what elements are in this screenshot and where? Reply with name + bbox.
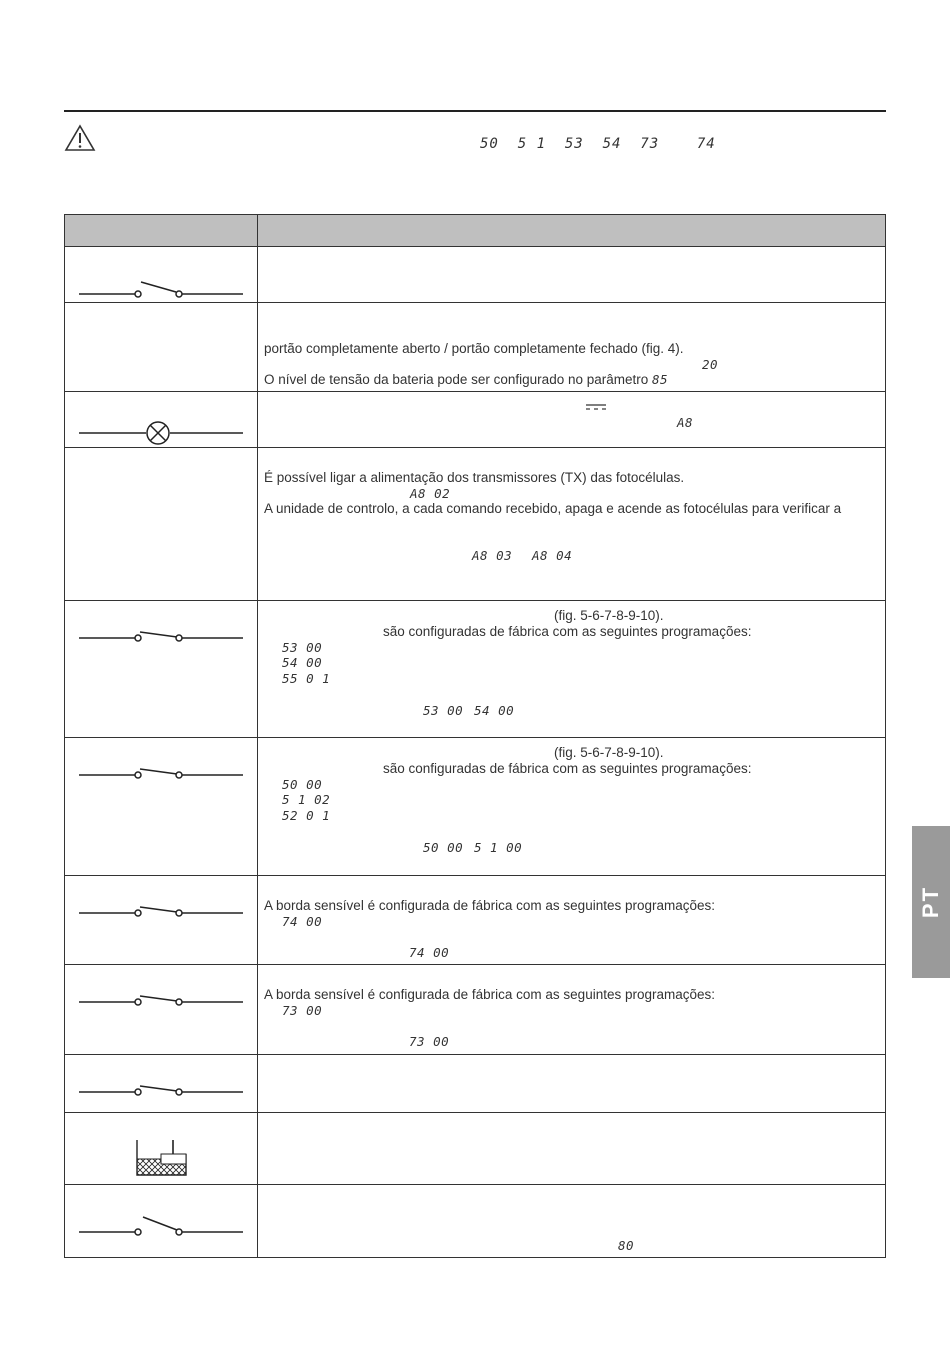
text-line: A unidade de controlo, a cada comando recebido, apaga e acende as fotocélulas para verificar a [264, 501, 842, 516]
dc-symbol-icon [586, 404, 606, 410]
limit-switch-icon [65, 1113, 257, 1185]
text-line: A borda sensível é configurada de fábrica com as seguintes programações: [264, 898, 716, 913]
description-cell [258, 247, 886, 303]
text-line: É possível ligar a alimentação dos transmissores (TX) das fotocélulas. [264, 470, 685, 485]
table-row [65, 965, 886, 1055]
normally-closed-contact-icon [65, 738, 257, 876]
symbol-cell [65, 965, 258, 1055]
normally-closed-contact-icon [65, 876, 257, 965]
parameter-code: 5 1 00 [474, 840, 523, 855]
table-header [65, 215, 886, 247]
text-line: são configuradas de fábrica com as seguintes programações: [383, 624, 752, 639]
description-cell [258, 965, 886, 1055]
text-line [264, 372, 668, 388]
parameter-code: 50 00 [282, 777, 323, 792]
description-cell [258, 738, 886, 876]
parameter-code: 5 1 02 [282, 792, 331, 807]
table-row [65, 1185, 886, 1258]
normally-closed-contact-icon [65, 1055, 257, 1113]
parameter-code: 20 [702, 357, 719, 372]
parameter-code: 80 [618, 1238, 635, 1253]
symbol-cell [65, 1185, 258, 1258]
text-span: O nível de tensão da bateria pode ser configurado no parâmetro [264, 372, 649, 387]
table-row [65, 303, 886, 392]
description-cell [258, 876, 886, 965]
symbol-cell [65, 601, 258, 738]
language-tab [912, 826, 950, 978]
warning-parameter-codes: 50 5 1 53 54 73 74 [480, 136, 716, 152]
symbol-cell [65, 448, 258, 601]
table-row [65, 392, 886, 448]
symbol-cell [65, 392, 258, 448]
table-row [65, 1113, 886, 1185]
parameter-code: 53 00 [423, 703, 464, 718]
header-cell-symbol [65, 215, 258, 247]
parameter-code: 74 00 [409, 945, 450, 960]
symbol-cell [65, 1113, 258, 1185]
parameter-code: 52 0 1 [282, 808, 331, 823]
normally-open-contact-icon [65, 247, 257, 303]
description-cell [258, 1055, 886, 1113]
table-row [65, 876, 886, 965]
description-cell [258, 303, 886, 392]
parameter-code: A8 [677, 415, 694, 430]
description-cell [258, 392, 886, 448]
parameter-code: 55 0 1 [282, 671, 331, 686]
parameter-code: 54 00 [282, 655, 323, 670]
parameter-code: A8 03 [472, 548, 513, 563]
description-cell [258, 1113, 886, 1185]
table-row [65, 738, 886, 876]
parameter-code: 53 00 [282, 640, 323, 655]
parameter-code: 73 00 [282, 1003, 323, 1018]
text-line: A borda sensível é configurada de fábrica com as seguintes programações: [264, 987, 716, 1002]
table-row [65, 448, 886, 601]
text-line: portão completamente aberto / portão completamente fechado (fig. 4). [264, 341, 684, 356]
figure-reference: (fig. 5-6-7-8-9-10). [554, 745, 664, 760]
description-cell [258, 1185, 886, 1258]
symbol-cell [65, 876, 258, 965]
symbol-cell [65, 247, 258, 303]
parameter-code: 85 [652, 372, 669, 387]
text-line: são configuradas de fábrica com as seguintes programações: [383, 761, 752, 776]
symbol-cell [65, 1055, 258, 1113]
description-cell [258, 448, 886, 601]
lamp-icon [65, 392, 257, 448]
normally-closed-contact-icon [65, 965, 257, 1055]
figure-reference: (fig. 5-6-7-8-9-10). [554, 608, 664, 623]
warning-icon [64, 124, 96, 152]
parameter-code: 73 00 [409, 1034, 450, 1049]
language-tab-label: PT [918, 885, 943, 919]
parameter-code: A8 04 [532, 548, 573, 563]
symbol-cell [65, 303, 258, 392]
symbol-cell [65, 738, 258, 876]
parameter-code: 54 00 [474, 703, 515, 718]
description-cell [258, 601, 886, 738]
parameter-code: 74 00 [282, 914, 323, 929]
normally-open-contact-icon [65, 1185, 257, 1258]
parameter-code: A8 02 [410, 486, 451, 501]
top-rule [64, 110, 886, 112]
parameter-code: 50 00 [423, 840, 464, 855]
terminal-table [64, 214, 886, 1258]
normally-closed-contact-icon [65, 601, 257, 738]
table-row [65, 247, 886, 303]
header-cell-description [258, 215, 886, 247]
table-row [65, 601, 886, 738]
table-row [65, 1055, 886, 1113]
